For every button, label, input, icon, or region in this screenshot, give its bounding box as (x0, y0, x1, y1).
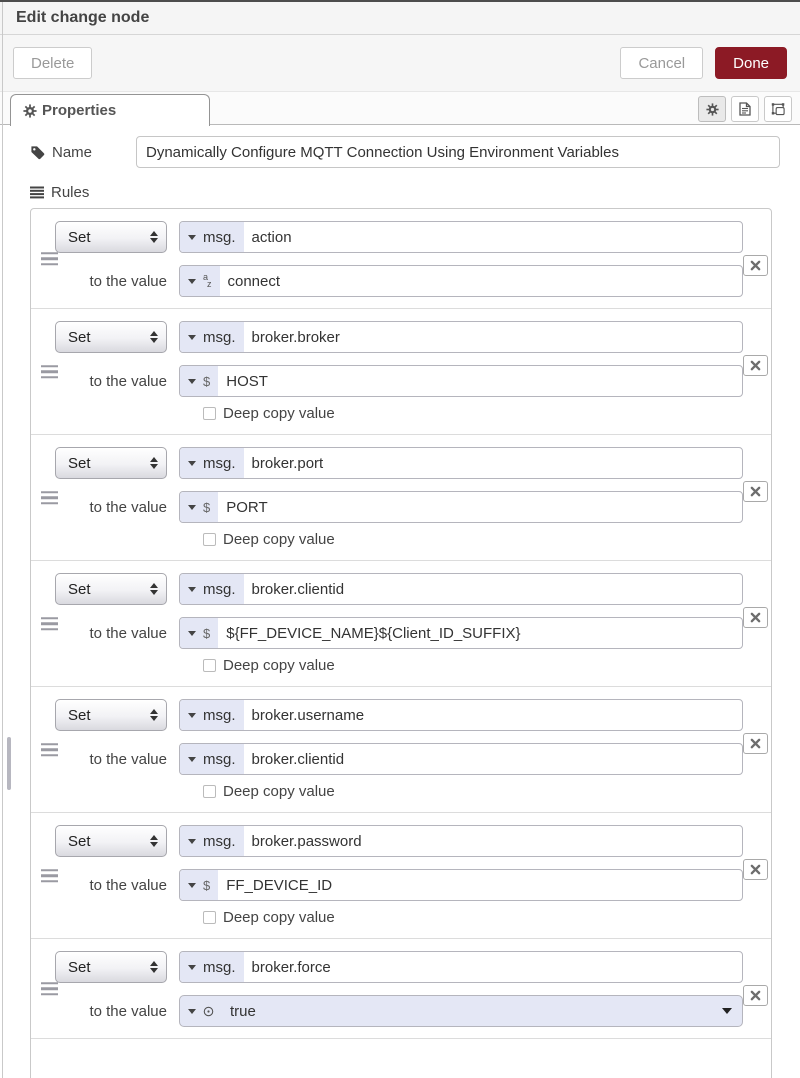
deep-copy-checkbox[interactable] (203, 659, 216, 672)
rule-property-row (55, 951, 743, 983)
drag-handle-icon[interactable] (39, 740, 60, 760)
env-variable-icon: $ (203, 877, 211, 893)
value-input[interactable] (179, 743, 743, 775)
caret-down-icon (188, 279, 196, 284)
deep-copy-row (203, 529, 743, 549)
rule-property-row (55, 447, 743, 479)
action-select-value: Set (68, 706, 91, 724)
env-variable-icon: $ (203, 499, 211, 515)
rule-value-row (55, 869, 743, 901)
caret-down-icon (188, 1009, 196, 1014)
tab-strip (0, 92, 800, 125)
rule-value-row (55, 265, 743, 297)
deep-copy-checkbox[interactable] (203, 911, 216, 924)
caret-down-icon (188, 965, 196, 970)
action-select[interactable] (55, 573, 167, 605)
to-the-value-label: to the value (89, 624, 167, 642)
property-input-value: broker.password (251, 832, 362, 850)
msg-type-label: msg. (203, 328, 236, 346)
value-input[interactable] (179, 491, 743, 523)
deep-copy-checkbox[interactable] (203, 407, 216, 420)
typedinput-type-button[interactable] (180, 492, 218, 522)
caret-down-icon (188, 587, 196, 592)
name-row (30, 136, 780, 168)
rule-value-row (55, 743, 743, 775)
document-icon (739, 102, 751, 116)
property-input-value: action (251, 228, 292, 246)
close-icon (750, 864, 761, 875)
property-input[interactable] (179, 825, 743, 857)
to-the-value-label: to the value (89, 498, 167, 516)
property-input-value: broker.force (251, 958, 331, 976)
close-icon (750, 990, 761, 1001)
dialog-titlebar (0, 2, 800, 35)
action-select-value: Set (68, 228, 91, 246)
action-select-value: Set (68, 832, 91, 850)
value-input-value: broker.clientid (251, 750, 345, 768)
deep-copy-label: Deep copy value (223, 656, 335, 674)
close-icon (750, 612, 761, 623)
drag-handle-icon[interactable] (39, 979, 60, 999)
rules-list (30, 208, 772, 1078)
properties-view-button[interactable] (698, 96, 726, 122)
caret-down-icon (188, 235, 196, 240)
drag-handle-icon[interactable] (39, 614, 60, 634)
typedinput-type-button[interactable] (180, 222, 244, 252)
drag-handle-icon[interactable] (39, 866, 60, 886)
action-select-value: Set (68, 328, 91, 346)
name-label-text: Name (52, 143, 93, 161)
to-the-value-label: to the value (89, 272, 167, 290)
typedinput-type-button[interactable] (180, 826, 244, 856)
typedinput-type-button[interactable] (180, 266, 220, 296)
rule-value-row (55, 365, 743, 397)
rule-value-row (55, 491, 743, 523)
value-input-value: FF_DEVICE_ID (226, 876, 333, 894)
delete-rule-button[interactable] (743, 481, 768, 502)
property-input[interactable] (179, 573, 743, 605)
deep-copy-row (203, 907, 743, 927)
caret-down-icon (188, 713, 196, 718)
rule-property-row (55, 321, 743, 353)
value-input-value: HOST (226, 372, 268, 390)
caret-down-icon (188, 757, 196, 762)
typedinput-type-button[interactable] (180, 448, 244, 478)
cancel-button[interactable]: Cancel (620, 47, 703, 79)
rule-value-row (55, 617, 743, 649)
value-input[interactable] (179, 365, 743, 397)
value-input[interactable] (179, 869, 743, 901)
action-select-value: Set (68, 958, 91, 976)
property-input-value: broker.broker (251, 328, 340, 346)
property-input-value: broker.port (251, 454, 324, 472)
delete-button[interactable]: Delete (13, 47, 92, 79)
msg-type-label: msg. (203, 706, 236, 724)
name-input[interactable] (136, 136, 780, 168)
boolean-type-icon (203, 1006, 214, 1017)
property-input[interactable] (179, 321, 743, 353)
delete-rule-button[interactable] (743, 859, 768, 880)
action-select[interactable] (55, 321, 167, 353)
list-icon (30, 186, 44, 199)
drag-handle-icon[interactable] (39, 249, 60, 269)
close-icon (750, 260, 761, 271)
string-type-icon: a z (203, 272, 212, 289)
env-variable-icon: $ (203, 373, 211, 389)
typedinput-type-button[interactable] (180, 574, 244, 604)
select-stepper-icon (150, 231, 158, 243)
scrollbar-thumb[interactable] (7, 737, 11, 790)
action-select[interactable] (55, 825, 167, 857)
property-input[interactable] (179, 951, 743, 983)
msg-type-label: msg. (203, 750, 236, 768)
delete-rule-button[interactable] (743, 355, 768, 376)
deep-copy-label: Deep copy value (223, 404, 335, 422)
rule-item (31, 813, 771, 939)
property-input[interactable] (179, 447, 743, 479)
typedinput-type-button[interactable] (180, 366, 218, 396)
dialog-title: Edit change node (16, 9, 150, 26)
env-variable-icon: $ (203, 625, 211, 641)
delete-rule-button[interactable] (743, 255, 768, 276)
select-stepper-icon (150, 583, 158, 595)
rule-property-row (55, 699, 743, 731)
caret-down-icon (188, 631, 196, 636)
done-button[interactable]: Done (715, 47, 787, 79)
close-icon (750, 360, 761, 371)
appearance-icon (771, 102, 786, 116)
deep-copy-label: Deep copy value (223, 782, 335, 800)
deep-copy-checkbox[interactable] (203, 533, 216, 546)
dialog-buttonbar (0, 35, 800, 92)
property-input[interactable] (179, 221, 743, 253)
value-input-value: PORT (226, 498, 268, 516)
typedinput-type-button[interactable] (180, 870, 218, 900)
value-input[interactable] (179, 995, 743, 1027)
rule-property-row (55, 573, 743, 605)
rule-item (31, 435, 771, 561)
value-input[interactable] (179, 617, 743, 649)
deep-copy-row (203, 655, 743, 675)
caret-down-icon (188, 335, 196, 340)
typedinput-type-button[interactable] (180, 322, 244, 352)
rule-item (31, 687, 771, 813)
action-select[interactable] (55, 221, 167, 253)
action-select[interactable] (55, 447, 167, 479)
to-the-value-label: to the value (89, 750, 167, 768)
property-input-value: broker.clientid (251, 580, 345, 598)
deep-copy-label: Deep copy value (223, 530, 335, 548)
msg-type-label: msg. (203, 454, 236, 472)
caret-down-icon (188, 505, 196, 510)
rule-property-row (55, 221, 743, 253)
appearance-view-button[interactable] (764, 96, 792, 122)
rules-section-label (30, 182, 800, 202)
msg-type-label: msg. (203, 580, 236, 598)
msg-type-label: msg. (203, 832, 236, 850)
value-input-value: connect (227, 272, 281, 290)
to-the-value-label: to the value (89, 876, 167, 894)
caret-down-icon (188, 379, 196, 384)
msg-type-label: msg. (203, 958, 236, 976)
drag-handle-icon[interactable] (39, 362, 60, 382)
tab-properties-label: Properties (42, 102, 117, 119)
rule-item (31, 209, 771, 309)
value-input[interactable] (179, 265, 743, 297)
caret-down-icon (188, 461, 196, 466)
tag-icon (30, 145, 45, 160)
select-stepper-icon (150, 835, 158, 847)
drag-handle-icon[interactable] (39, 488, 60, 508)
rule-value-row (55, 995, 743, 1027)
typedinput-type-button[interactable] (180, 618, 218, 648)
to-the-value-label: to the value (89, 1002, 167, 1020)
action-select[interactable] (55, 951, 167, 983)
typedinput-type-button[interactable] (180, 700, 244, 730)
select-stepper-icon (150, 457, 158, 469)
name-label (30, 144, 128, 161)
delete-rule-button[interactable] (743, 733, 768, 754)
action-select-value: Set (68, 580, 91, 598)
action-select-value: Set (68, 454, 91, 472)
gear-icon (23, 104, 37, 118)
deep-copy-label: Deep copy value (223, 908, 335, 926)
deep-copy-row (203, 403, 743, 423)
deep-copy-row (203, 781, 743, 801)
rules-label-text: Rules (51, 183, 90, 201)
value-input-value: true (230, 1002, 256, 1020)
rule-item (31, 561, 771, 687)
rule-property-row (55, 825, 743, 857)
select-stepper-icon (150, 961, 158, 973)
deep-copy-checkbox[interactable] (203, 785, 216, 798)
value-input-value: ${FF_DEVICE_NAME}${Client_ID_SUFFIX} (226, 624, 521, 642)
typedinput-type-button[interactable] (180, 744, 244, 774)
typedinput-type-button[interactable] (180, 952, 244, 982)
caret-down-icon (188, 883, 196, 888)
action-select[interactable] (55, 699, 167, 731)
rule-item (31, 939, 771, 1039)
msg-type-label: msg. (203, 228, 236, 246)
description-view-button[interactable] (731, 96, 759, 122)
delete-rule-button[interactable] (743, 607, 768, 628)
select-stepper-icon (150, 709, 158, 721)
close-icon (750, 738, 761, 749)
close-icon (750, 486, 761, 497)
tray-resize-edge[interactable] (2, 2, 3, 1078)
typedinput-type-button[interactable] (180, 996, 222, 1026)
caret-down-icon (188, 839, 196, 844)
dropdown-caret-icon (722, 1008, 732, 1014)
gear-icon (706, 103, 719, 116)
tab-properties[interactable] (10, 94, 210, 126)
property-input[interactable] (179, 699, 743, 731)
select-stepper-icon (150, 331, 158, 343)
to-the-value-label: to the value (89, 372, 167, 390)
delete-rule-button[interactable] (743, 985, 768, 1006)
rule-item (31, 309, 771, 435)
tray-tools (698, 96, 792, 122)
property-input-value: broker.username (251, 706, 365, 724)
